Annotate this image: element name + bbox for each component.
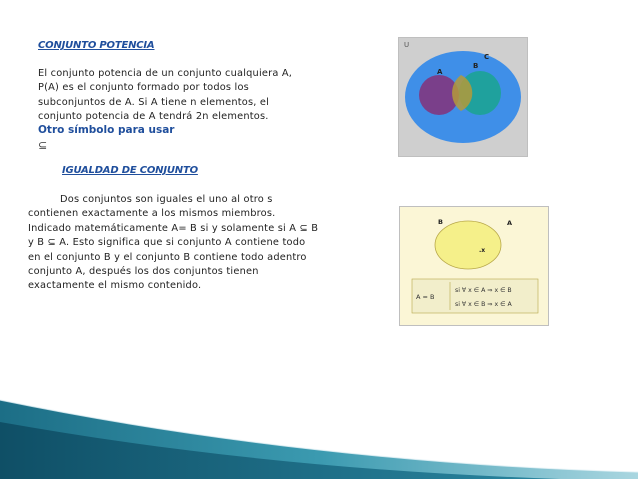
universe-label: U <box>404 41 410 49</box>
paragraph-line: exactamente el mismo contenido. <box>28 280 202 292</box>
set-b-label: B <box>473 62 479 70</box>
igualdad-paragraph <box>28 193 318 294</box>
paragraph-line: conjunto A, después los dos conjuntos tienen <box>28 266 259 278</box>
equality-diagram-svg <box>400 207 548 325</box>
conjunto-potencia-paragraph <box>38 67 292 125</box>
decorative-footer-swoosh <box>0 396 638 479</box>
set-c-label: C <box>484 53 490 61</box>
set-a-label: A <box>437 68 443 76</box>
equality-lhs: A = B <box>416 293 435 301</box>
venn-diagram-equality <box>399 206 549 326</box>
paragraph-line: conjunto potencia de A tendrá 2n elementos. <box>38 111 269 123</box>
paragraph-line: Dos conjuntos son iguales el uno al otro s <box>60 194 273 205</box>
paragraph-line: subconjuntos de A. Si A tiene n elementos, el <box>38 96 270 108</box>
paragraph-line: El conjunto potencia de un conjunto cualquiera A, <box>38 68 293 79</box>
other-symbol-label: Otro símbolo para usar <box>38 124 175 136</box>
equality-rule-1: si ∀ x ∈ A ⇒ x ∈ B <box>455 287 512 294</box>
igualdad-title: IGUALDAD DE CONJUNTO <box>62 165 198 176</box>
paragraph-line: P(A) es el conjunto formado por todos los <box>38 82 249 94</box>
set-ellipse <box>435 221 501 269</box>
ellipse-label-a: A <box>507 219 513 227</box>
ellipse-label-b: B <box>438 218 443 226</box>
paragraph-line: y B ⊆ A. Esto significa que si conjunto A contiene todo <box>28 237 306 249</box>
subset-symbol: ⊆ <box>38 139 48 152</box>
element-x-label: .x <box>479 247 486 254</box>
paragraph-line: contienen exactamente a los mismos miembros. <box>28 208 276 220</box>
paragraph-line: Indicado matemáticamente A= B si y solamente si A ⊆ B <box>28 222 319 234</box>
venn-diagram-svg <box>399 38 527 156</box>
paragraph-line: en el conjunto B y el conjunto B contiene todo adentro <box>28 251 307 263</box>
conjunto-potencia-title: CONJUNTO POTENCIA <box>38 40 155 51</box>
equality-rule-2: si ∀ x ∈ B ⇒ x ∈ A <box>455 301 512 308</box>
venn-diagram-power-set <box>398 37 528 157</box>
